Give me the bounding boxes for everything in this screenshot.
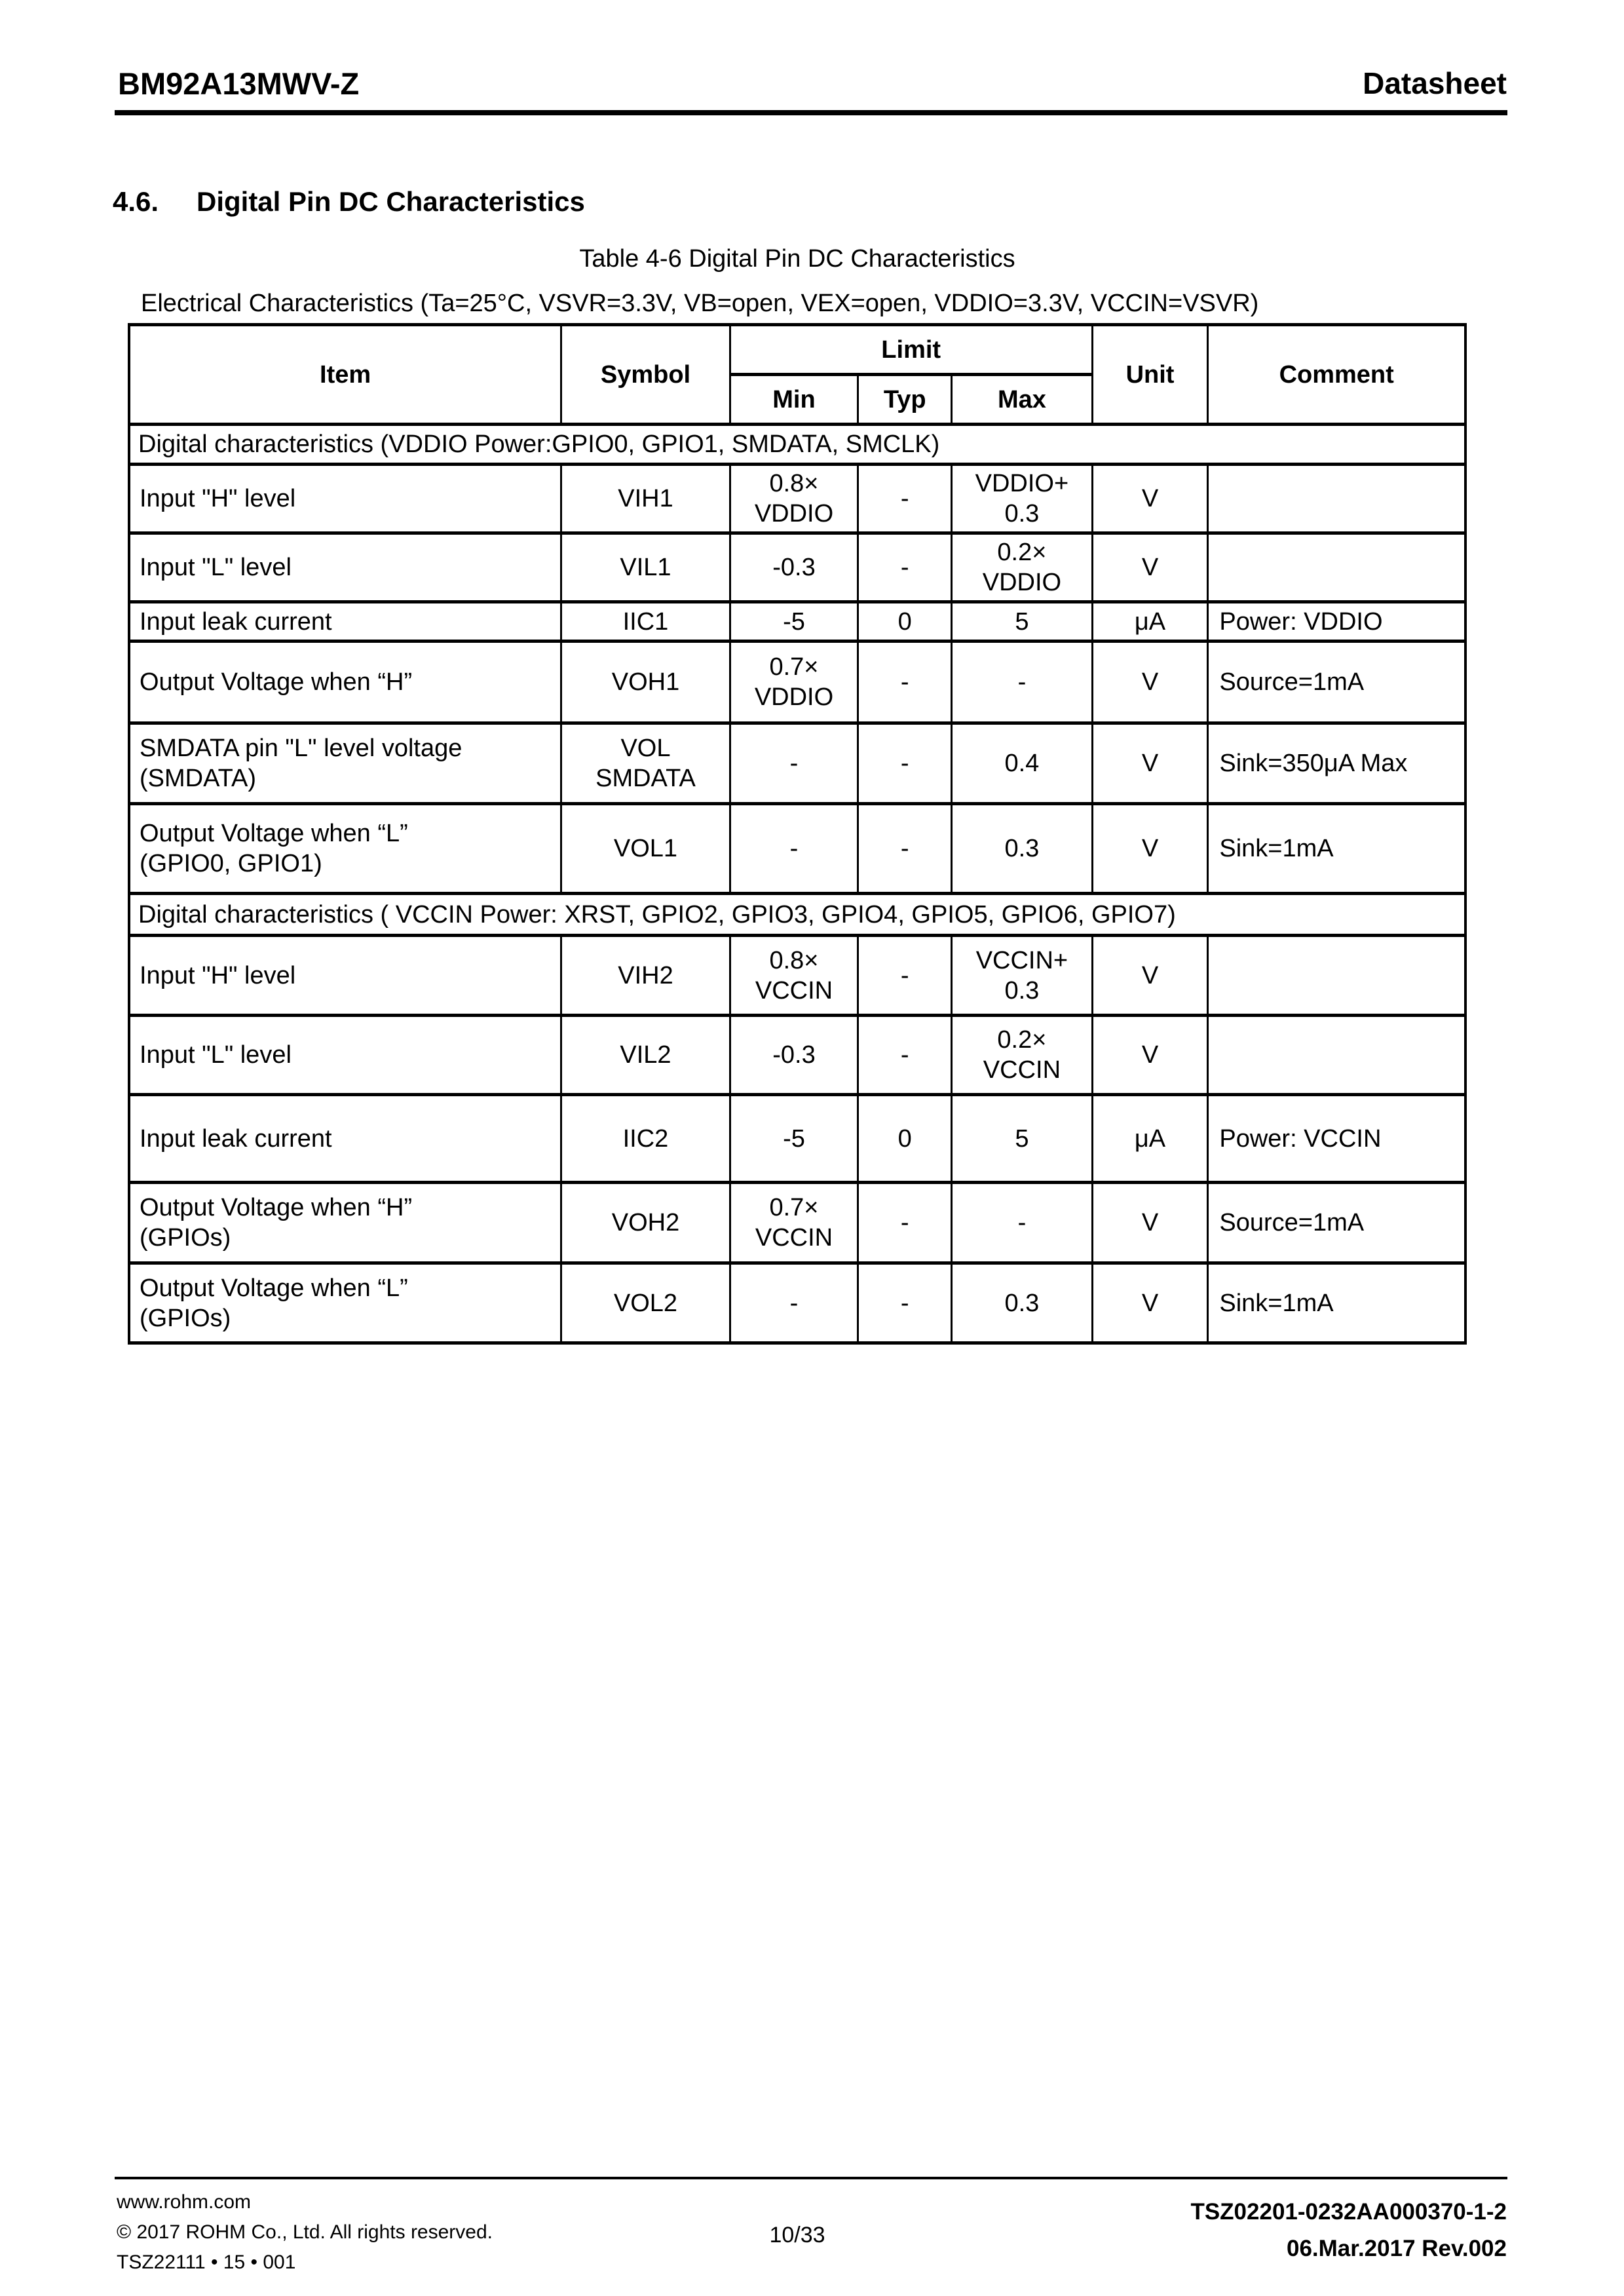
table-group-row [129, 894, 1465, 936]
cell-typ: - [858, 804, 952, 894]
cell-unit: V [1092, 804, 1208, 894]
table-row [129, 1095, 1465, 1183]
cell-min: 0.7× VDDIO [730, 641, 858, 723]
cell-max: - [952, 641, 1093, 723]
cell-max: 5 [952, 602, 1093, 641]
cell-item: Input leak current [129, 602, 561, 641]
col-header-min: Min [730, 375, 858, 425]
cell-typ: - [858, 641, 952, 723]
col-header-comment: Comment [1208, 325, 1465, 425]
cell-unit: V [1092, 641, 1208, 723]
cell-max: 0.4 [952, 723, 1093, 804]
cell-typ: 0 [858, 1095, 952, 1183]
cell-min: - [730, 723, 858, 804]
document-type-label: Datasheet [1363, 66, 1507, 100]
cell-min: -0.3 [730, 533, 858, 602]
cell-comment: Source=1mA [1208, 641, 1465, 723]
cell-symbol: VIH2 [561, 936, 730, 1016]
table-row [129, 1016, 1465, 1095]
cell-comment: Power: VCCIN [1208, 1095, 1465, 1183]
cell-max: VCCIN+ 0.3 [952, 936, 1093, 1016]
cell-unit: V [1092, 465, 1208, 533]
table-row [129, 533, 1465, 602]
cell-comment [1208, 465, 1465, 533]
cell-symbol: VOH2 [561, 1183, 730, 1263]
group-label: Digital characteristics ( VCCIN Power: XRST, GPIO2, GPIO3, GPIO4, GPIO5, GPIO6, GPIO7) [129, 894, 1465, 936]
cell-comment: Power: VDDIO [1208, 602, 1465, 641]
cell-max: - [952, 1183, 1093, 1263]
footer-ref-number: TSZ02201-0232AA000370-1-2 [1190, 2199, 1507, 2225]
cell-item: Input leak current [129, 1095, 561, 1183]
table-row [129, 804, 1465, 894]
header-divider [115, 110, 1507, 115]
col-header-limit: Limit [730, 325, 1092, 375]
cell-min: -5 [730, 1095, 858, 1183]
col-header-symbol: Symbol [561, 325, 730, 425]
cell-min: -0.3 [730, 1016, 858, 1095]
footer-divider [115, 2177, 1507, 2179]
electrical-conditions: Electrical Characteristics (Ta=25°C, VSVR=3.3V, VB=open, VEX=open, VDDIO=3.3V, VCCIN=VSVR) [141, 290, 1259, 317]
cell-unit: μA [1092, 1095, 1208, 1183]
cell-comment: Sink=350μA Max [1208, 723, 1465, 804]
footer-copyright: © 2017 ROHM Co., Ltd. All rights reserved. [117, 2221, 493, 2243]
cell-symbol: VOL1 [561, 804, 730, 894]
cell-max: 0.3 [952, 804, 1093, 894]
table-row [129, 641, 1465, 723]
cell-min: - [730, 804, 858, 894]
section-title: Digital Pin DC Characteristics [197, 186, 585, 217]
cell-comment [1208, 1016, 1465, 1095]
cell-symbol: IIC1 [561, 602, 730, 641]
cell-max: 0.2× VCCIN [952, 1016, 1093, 1095]
col-header-typ: Typ [858, 375, 952, 425]
cell-symbol: VIH1 [561, 465, 730, 533]
table-group-row [129, 425, 1465, 465]
cell-comment: Source=1mA [1208, 1183, 1465, 1263]
cell-unit: V [1092, 1183, 1208, 1263]
section-number: 4.6. [113, 186, 159, 217]
table-row [129, 1263, 1465, 1343]
cell-min: - [730, 1263, 858, 1343]
cell-item: Output Voltage when “L” (GPIO0, GPIO1) [129, 804, 561, 894]
col-header-unit: Unit [1092, 325, 1208, 425]
footer-doc-code: TSZ22111 • 15 • 001 [117, 2251, 296, 2273]
cell-max: VDDIO+ 0.3 [952, 465, 1093, 533]
cell-typ: - [858, 533, 952, 602]
cell-symbol: VOL2 [561, 1263, 730, 1343]
col-header-max: Max [952, 375, 1093, 425]
table-body [129, 425, 1465, 1343]
cell-item: Output Voltage when “L” (GPIOs) [129, 1263, 561, 1343]
cell-item: Input "H" level [129, 936, 561, 1016]
table-row [129, 723, 1465, 804]
cell-item: Input "L" level [129, 533, 561, 602]
cell-min: 0.8× VCCIN [730, 936, 858, 1016]
cell-unit: V [1092, 1016, 1208, 1095]
cell-unit: μA [1092, 602, 1208, 641]
cell-min: 0.8× VDDIO [730, 465, 858, 533]
cell-max: 0.3 [952, 1263, 1093, 1343]
table-row [129, 1183, 1465, 1263]
section-heading [113, 186, 585, 218]
cell-typ: - [858, 1263, 952, 1343]
page-number: 10/33 [769, 2223, 825, 2248]
cell-item: Input "H" level [129, 465, 561, 533]
table-row [129, 936, 1465, 1016]
cell-min: 0.7× VCCIN [730, 1183, 858, 1263]
cell-max: 5 [952, 1095, 1093, 1183]
cell-symbol: VIL2 [561, 1016, 730, 1095]
cell-typ: - [858, 465, 952, 533]
cell-symbol: VOL SMDATA [561, 723, 730, 804]
cell-typ: - [858, 1016, 952, 1095]
cell-comment: Sink=1mA [1208, 1263, 1465, 1343]
dc-characteristics-table [128, 323, 1467, 1345]
table-row [129, 465, 1465, 533]
cell-item: Input "L" level [129, 1016, 561, 1095]
cell-unit: V [1092, 533, 1208, 602]
cell-unit: V [1092, 1263, 1208, 1343]
cell-typ: 0 [858, 602, 952, 641]
cell-max: 0.2× VDDIO [952, 533, 1093, 602]
cell-comment [1208, 533, 1465, 602]
cell-typ: - [858, 723, 952, 804]
cell-symbol: VIL1 [561, 533, 730, 602]
col-header-item: Item [129, 325, 561, 425]
cell-item: SMDATA pin "L" level voltage (SMDATA) [129, 723, 561, 804]
footer-right-block [1190, 2194, 1507, 2267]
footer-website: www.rohm.com [117, 2191, 252, 2213]
cell-typ: - [858, 1183, 952, 1263]
cell-comment: Sink=1mA [1208, 804, 1465, 894]
cell-comment [1208, 936, 1465, 1016]
cell-item: Output Voltage when “H” [129, 641, 561, 723]
cell-min: -5 [730, 602, 858, 641]
cell-symbol: IIC2 [561, 1095, 730, 1183]
group-label: Digital characteristics (VDDIO Power:GPIO0, GPIO1, SMDATA, SMCLK) [129, 425, 1465, 465]
cell-symbol: VOH1 [561, 641, 730, 723]
cell-unit: V [1092, 936, 1208, 1016]
footer-revision: 06.Mar.2017 Rev.002 [1286, 2236, 1507, 2261]
table-caption: Table 4-6 Digital Pin DC Characteristics [579, 245, 1015, 273]
cell-item: Output Voltage when “H” (GPIOs) [129, 1183, 561, 1263]
cell-unit: V [1092, 723, 1208, 804]
cell-typ: - [858, 936, 952, 1016]
table-row [129, 602, 1465, 641]
product-title: BM92A13MWV-Z [118, 66, 360, 101]
